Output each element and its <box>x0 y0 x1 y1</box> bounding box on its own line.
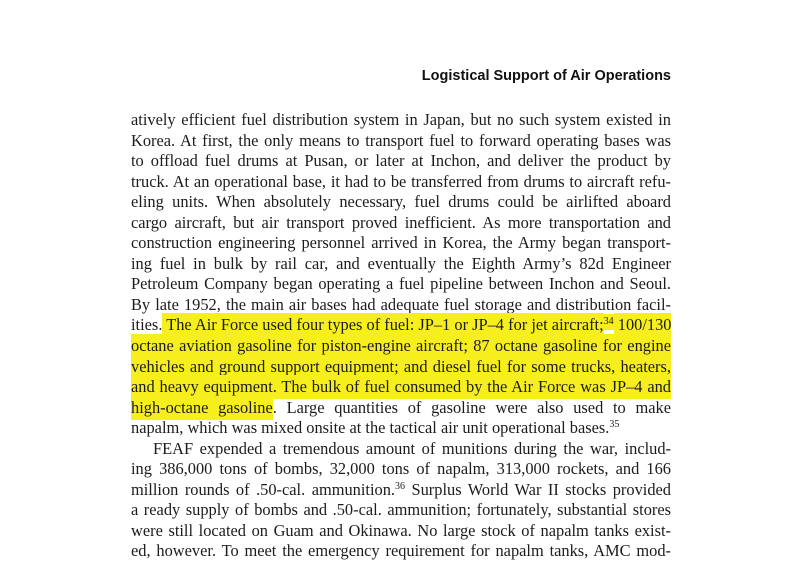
text-line <box>131 274 671 295</box>
text-line <box>131 418 671 439</box>
text-segment: . Large quantities of gasoline were also used to make <box>272 397 671 417</box>
text-line <box>131 192 671 213</box>
footnote-ref: 35 <box>609 419 620 431</box>
text-segment: construction engineering personnel arrived in Korea, the Army began transport- <box>131 233 671 253</box>
highlighted-text: octane aviation gasoline for piston-engine aircraft; 87 octane gasoline for engine <box>131 334 671 358</box>
text-segment: a ready supply of bombs and .50-cal. ammunition; fortunately, substantial stores <box>131 500 671 520</box>
text-segment: to offload fuel drums at Pusan, or later at Inchon, and deliver the product by <box>131 151 671 171</box>
highlighted-text: vehicles and ground support equipment; and diesel fuel for some trucks, heaters, <box>131 355 671 379</box>
text-line <box>131 336 671 357</box>
text-segment: ed, however. To meet the emergency requirement for napalm tanks, AMC mod- <box>131 541 671 561</box>
text-segment: atively efficient fuel distribution system in Japan, but no such system existed in <box>131 110 671 129</box>
text-line <box>131 459 671 480</box>
text-segment: were still located on Guam and Okinawa. No large stock of napalm tanks exist- <box>131 520 671 540</box>
text-segment: ing 386,000 tons of bombs, 32,000 tons of napalm, 313,000 rockets, and 166 <box>131 459 671 479</box>
text-line <box>131 295 671 316</box>
text-line <box>131 151 671 172</box>
text-line <box>131 521 671 542</box>
text-line <box>131 315 671 336</box>
text-segment: Korea. At first, the only means to transport fuel to forward operating bases was <box>131 130 671 150</box>
text-line <box>131 541 671 562</box>
text-segment: cargo aircraft, but air transport proved inefficient. As more transportation and <box>131 212 671 232</box>
body-text <box>131 110 671 562</box>
text-line <box>131 439 671 460</box>
highlighted-text: and heavy equipment. The bulk of fuel consumed by the Air Force was JP–4 and <box>131 375 671 399</box>
text-line <box>131 233 671 254</box>
highlighted-text: high-octane gasoline <box>131 396 273 420</box>
text-line <box>131 110 671 131</box>
text-segment: Surplus World War II stocks provided <box>405 479 671 499</box>
text-segment: napalm, which was mixed onsite at the tactical air unit operational bases. <box>131 418 610 438</box>
text-line <box>131 357 671 378</box>
text-segment: eling units. When absolutely necessary, fuel drums could be airlifted aboard <box>131 192 671 212</box>
running-header: Logistical Support of Air Operations <box>421 68 671 84</box>
text-segment: By late 1952, the main air bases had adequate fuel storage and distribution facil- <box>131 294 671 314</box>
highlighted-text: 100/130 <box>614 313 672 337</box>
text-line <box>131 254 671 275</box>
text-segment: FEAF expended a tremendous amount of munitions during the war, includ- <box>153 438 671 458</box>
text-segment: ities. <box>131 315 163 335</box>
text-line <box>131 131 671 152</box>
text-line <box>131 377 671 398</box>
text-line <box>131 480 671 501</box>
text-segment: truck. At an operational base, it had to be transferred from drums to aircraft refu- <box>131 171 671 191</box>
text-line <box>131 398 671 419</box>
text-line <box>131 172 671 193</box>
text-segment: ing fuel in bulk by rail car, and eventually the Eighth Army’s 82d Engineer <box>131 253 671 273</box>
footnote-ref: 34 <box>604 314 614 330</box>
text-segment: Petroleum Company began operating a fuel pipeline between Inchon and Seoul. <box>131 274 671 294</box>
highlighted-text: The Air Force used four types of fuel: JP–1 or JP–4 for jet aircraft; <box>162 313 603 337</box>
footnote-ref: 36 <box>395 480 406 492</box>
text-line <box>131 500 671 521</box>
text-segment: million rounds of .50-cal. ammunition. <box>131 479 396 499</box>
text-line <box>131 213 671 234</box>
